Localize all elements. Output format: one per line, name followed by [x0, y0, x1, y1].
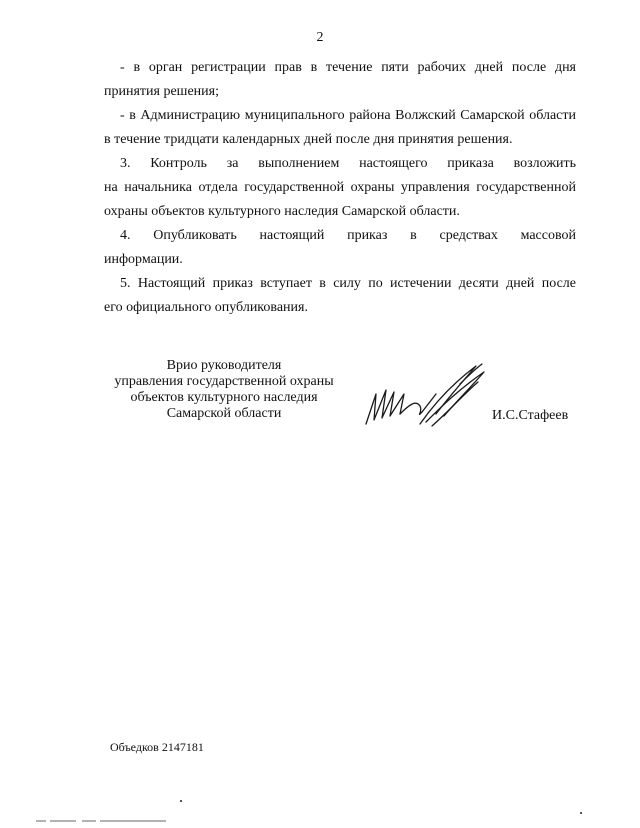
position-line: Самарской области: [166, 406, 282, 421]
signer-name: И.С.Стафеев: [492, 408, 569, 423]
paragraph-line: - в орган регистрации прав в течение пяти рабочих дней после дня: [120, 60, 576, 75]
paragraph-line: в течение тридцати календарных дней после дня принятия решения.: [104, 132, 513, 147]
position-line: Врио руководителя: [166, 358, 282, 373]
paragraph-line: охраны объектов культурного наследия Самарской области.: [104, 204, 460, 219]
paragraph-effective: [104, 272, 576, 320]
paragraph-administration: [104, 104, 576, 152]
page-number: 2: [316, 30, 324, 45]
scan-speck: [580, 812, 582, 814]
paragraph-line: принятия решения;: [104, 84, 219, 99]
paragraph-line: его официального опубликования.: [104, 300, 308, 315]
position-line: объектов культурного наследия: [130, 390, 318, 405]
paragraph-line: 3. Контроль за выполнением настоящего приказа возложить: [120, 156, 576, 171]
footer-scan-marks: [36, 820, 176, 822]
paragraph-line: - в Администрацию муниципального района Волжский Самарской области: [120, 108, 576, 123]
position-line: управления государственной охраны: [114, 374, 334, 389]
paragraph-line: 5. Настоящий приказ вступает в силу по истечении десяти дней после: [120, 276, 576, 291]
paragraph-publish: [104, 224, 576, 272]
paragraph-line: на начальника отдела государственной охраны управления государственной: [104, 180, 576, 195]
signatory-position: [104, 358, 344, 422]
paragraph-line: 4. Опубликовать настоящий приказ в средствах массовой: [120, 228, 576, 243]
scan-speck: [180, 800, 182, 802]
paragraph-control: [104, 152, 576, 224]
handwritten-signature: [360, 354, 490, 434]
paragraph-registration: [104, 56, 576, 104]
paragraph-line: информации.: [104, 252, 183, 267]
executor-note: Объедков 2147181: [110, 740, 204, 754]
